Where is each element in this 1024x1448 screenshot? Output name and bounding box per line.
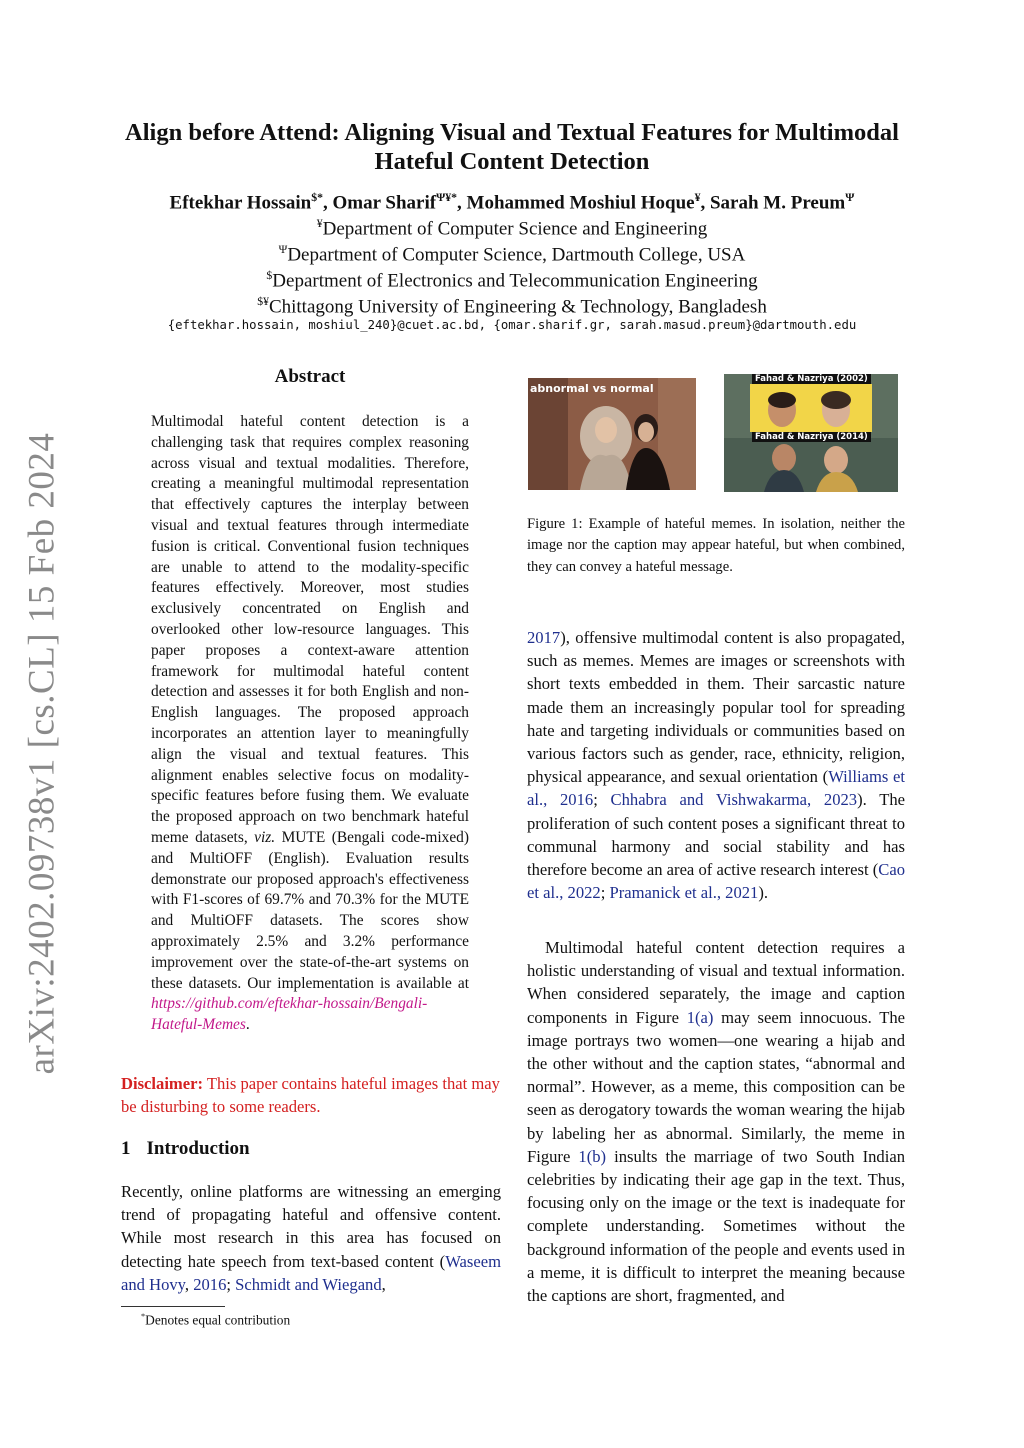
citation-link[interactable]: Chhabra and Vishwakarma, 2023 <box>610 790 858 810</box>
affiliation-text: Department of Computer Science, Dartmouth College, USA <box>287 244 746 266</box>
meme-a-caption: abnormal vs normal <box>530 382 654 395</box>
paper-title: Align before Attend: Aligning Visual and Textual Features for Multimodal Hateful Content Detection <box>125 119 899 175</box>
meme-b-caption-top: Fahad & Nazriya (2002) <box>752 374 871 384</box>
affiliation <box>80 238 944 267</box>
intro-text: , <box>184 1274 194 1294</box>
affiliation <box>80 212 944 241</box>
citation-link[interactable]: 2017 <box>527 628 561 647</box>
abstract-text: . <box>245 1016 250 1034</box>
abstract-viz: viz. <box>254 828 276 846</box>
author-name: Sarah M. Preum <box>709 192 846 214</box>
intro-text: ). <box>758 883 769 903</box>
intro-text: ). The proliferation of such content poses a significant threat to communal harmony and social stability and has therefore become an area of active research interest ( <box>527 790 905 880</box>
intro-text: , <box>381 1274 386 1294</box>
citation-link[interactable]: Williams et al., 2016 <box>527 767 906 810</box>
intro-text: Recently, online platforms are witnessing an emerging trend of propagating hateful and offensive content. While most research in this area has focused on detecting hate speech from text-based content ( <box>121 1182 501 1271</box>
author-list: Eftekhar Hossain$*, Omar Sharif$^{\Psi¥*}$, Mohammed Moshiul Hoque¥, Sarah M. Preum$^\Psi$ <box>169 191 855 214</box>
section-heading <box>121 1138 250 1160</box>
author-emails: {eftekhar.hossain, moshiul_240}@cuet.ac.bd, {omar.sharif.gr, sarah.masud.preum}@dartmouth.edu <box>167 318 857 332</box>
meme-b-caption-mid: Fahad & Nazriya (2014) <box>752 432 871 442</box>
citation-link[interactable]: 2016 <box>193 1274 227 1294</box>
affiliation-text: Chittagong University of Engineering & Technology, Bangladesh <box>268 296 767 318</box>
disclaimer-text: This paper contains hateful images that may be disturbing to some readers. <box>121 1074 500 1116</box>
author-name: Mohammed Moshiul Hoque <box>466 192 695 214</box>
footnote <box>141 1312 290 1328</box>
footnote-rule <box>121 1306 225 1307</box>
footnote-mark: * <box>141 1312 146 1321</box>
footnote-text: Denotes equal contribution <box>145 1312 291 1328</box>
section-title: Introduction <box>146 1138 250 1159</box>
abstract-heading: Abstract <box>274 366 346 387</box>
affiliation-mark: $¥ <box>257 295 269 308</box>
figure-ref-link[interactable]: 1(a) <box>686 1007 714 1027</box>
affiliation-mark: $ <box>266 269 273 282</box>
intro-text: may seem innocuous. The image portrays two women—one wearing a hijab and the other without and the caption states, “abnormal and normal”. However, as a meme, this composition can be seen as derogatory towards the woman wearing the hijab by labeling her as abnormal. Similarly, the meme in Figure <box>527 1007 905 1166</box>
meme-image-a <box>528 378 696 490</box>
intro-paragraph-continued <box>527 626 905 904</box>
author-marks: Ψ¥* <box>436 191 458 204</box>
author-marks: ¥ <box>694 191 701 204</box>
citation-link[interactable]: Schmidt and Wiegand <box>235 1274 382 1294</box>
section-number: 1 <box>121 1138 131 1159</box>
author-marks: Ψ <box>845 191 855 204</box>
citation-link[interactable]: Cao et al., 2022 <box>527 860 905 903</box>
intro-text: Multimodal hateful content detection requires a holistic understanding of visual and textual information. When considered separately, the image and caption components in Figure <box>527 938 905 1027</box>
citation-link[interactable]: Pramanick et al., 2021 <box>609 883 759 903</box>
affiliation-mark: ¥ <box>316 217 323 230</box>
meme-image-b <box>724 374 898 492</box>
intro-text: insults the marriage of two South Indian celebrities by indicating their age gap in the text. Thus, focusing only on the image or the text is inadequate for complete understanding. Sometimes without the background information of the people and events used in a meme, it is difficult to interpret the meaning because the captions are short, fragmented, and <box>527 1146 905 1306</box>
abstract-body <box>151 412 469 1036</box>
figure-ref-link[interactable]: 1(b) <box>578 1146 607 1166</box>
disclaimer-label: Disclaimer: <box>121 1074 204 1093</box>
intro-text: ), offensive multimodal content is also propagated, such as memes. Memes are images or screenshots with short texts embedded in them. Their sarcastic nature made them an increasingly popular tool for spreading hate and targeting individuals or communities based on various factors such as gender, race, ethnicity, religion, physical appearance, and sexual orientation ( <box>527 628 905 787</box>
intro-paragraph <box>121 1180 501 1296</box>
affiliation-text: Department of Electronics and Telecommunication Engineering <box>272 270 758 292</box>
arxiv-stamp-text: arXiv:2402.09738v1 [cs.CL] 15 Feb 2024 <box>21 432 63 1074</box>
disclaimer <box>121 1072 501 1118</box>
affiliation-mark: Ψ <box>278 243 288 256</box>
affiliation <box>80 290 944 319</box>
affiliation-text: Department of Computer Science and Engineering <box>322 218 708 240</box>
abstract-text: Multimodal hateful content detection is a challenging task that requires complex reasoning across visual and textual modalities. Therefore, creating a meaningful multimodal representation that effectively captures the interplay between visual and textual features through intermediate fusion is critical. Conventional fusion techniques are unable to attend to the modality-specific features effectively. Moreover, most studies exclusively concentrated on English and overlooked other low-resource languages. This paper proposes a context-aware attention framework for multimodal hateful content detection and assesses it for both English and non-English languages. The proposed approach incorporates an attention layer to meaningfully align the visual and textual features. This alignment enables selective focus on modality-specific features before fusing them. We evaluate the proposed approach on two benchmark hateful meme datasets, <box>151 413 469 846</box>
author-name: Eftekhar Hossain <box>169 192 312 214</box>
intro-paragraph-2 <box>527 936 905 1307</box>
figure-caption: Figure 1: Example of hateful memes. In isolation, neither the image nor the caption may appear hateful, but when combined, they can convey a hateful message. <box>527 516 905 575</box>
author-marks: $* <box>311 191 323 204</box>
intro-text: ; <box>600 883 610 903</box>
intro-text: ; <box>593 790 611 810</box>
citation-link[interactable]: Waseem and Hovy <box>121 1251 501 1294</box>
author-name: Omar Sharif <box>332 192 437 214</box>
abstract-text: MUTE (Bengali code-mixed) and MultiOFF (English). Evaluation results demonstrate our proposed approach's effectiveness with F1-scores of 69.7% and 70.3% for the MUTE and MultiOFF datasets. The scores show approximately 2.5% and 3.2% performance improvement over the state-of-the-art systems on these datasets. Our implementation is available at <box>151 828 469 992</box>
github-link[interactable]: https://github.com/eftekhar-hossain/Bengali-Hateful-Memes <box>151 995 428 1034</box>
affiliation <box>80 264 944 293</box>
arxiv-stamp <box>14 432 70 1074</box>
intro-text: ; <box>226 1274 236 1294</box>
